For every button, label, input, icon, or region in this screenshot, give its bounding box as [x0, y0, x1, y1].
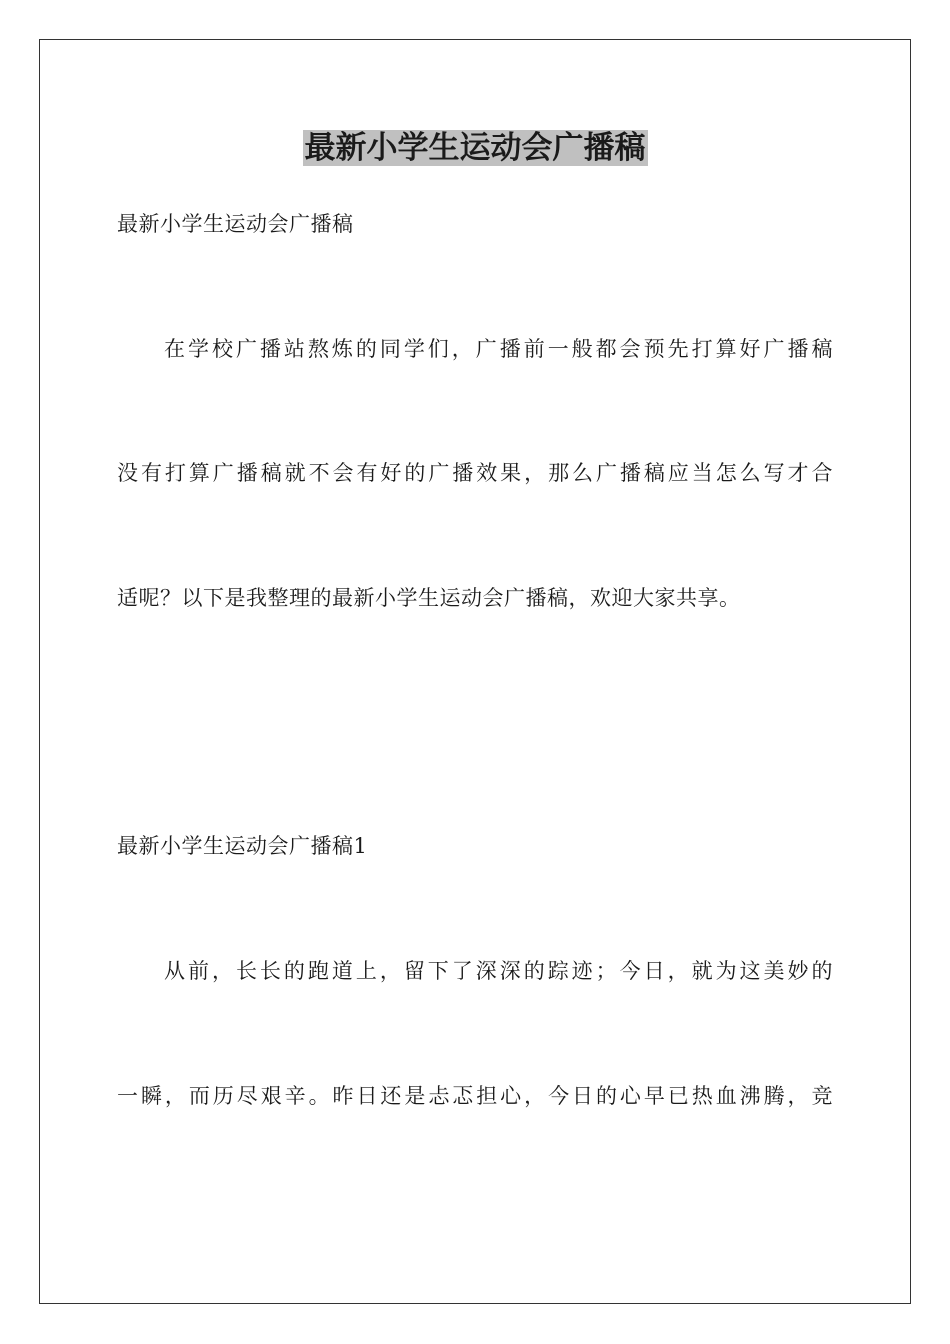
intro-line-1: 在学校广播站熬炼的同学们，广播前一般都会预先打算好广播稿 [164, 337, 833, 361]
intro-line-2: 没有打算广播稿就不会有好的广播效果，那么广播稿应当怎么写才合 [117, 461, 833, 485]
section1-line-1: 从前，长长的跑道上，留下了深深的踪迹；今日，就为这美妙的 [164, 959, 833, 983]
section1-heading: 最新小学生运动会广播稿1 [117, 834, 368, 858]
section1-line-2: 一瞬，而历尽艰辛。昨日还是忐忑担心，今日的心早已热血沸腾，竞 [117, 1084, 833, 1108]
document-subtitle: 最新小学生运动会广播稿 [117, 212, 354, 236]
document-title-text: 最新小学生运动会广播稿 [304, 130, 646, 166]
intro-line-3: 适呢？以下是我整理的最新小学生运动会广播稿，欢迎大家共享。 [117, 586, 741, 610]
document-title [0, 128, 950, 168]
